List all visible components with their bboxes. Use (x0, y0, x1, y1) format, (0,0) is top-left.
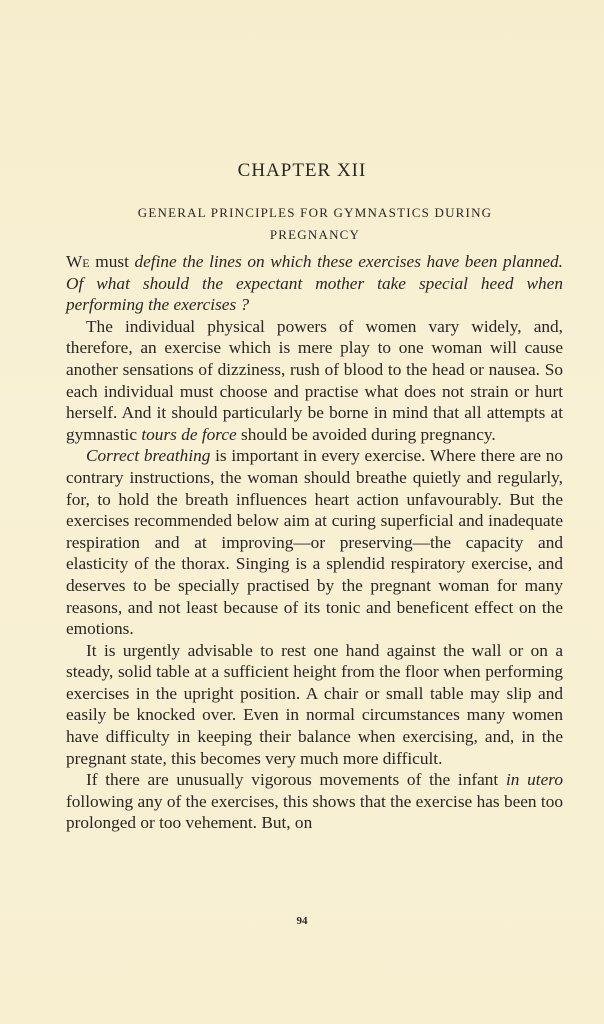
italic-phrase: Correct breathing (86, 446, 211, 466)
italic-phrase: in utero (505, 770, 563, 790)
italic-phrase: tours de force (141, 424, 237, 444)
paragraph-text: following any of the exercises, this shows that the exercise has been too prolonged or too vehement. But, on (66, 791, 563, 833)
drop-word: We (66, 252, 90, 271)
paragraph-text: It is urgently advisable to rest one hand against the wall or on a steady, solid table at a sufficient height from the floor when performing exercises in the upright position. A chair or small table may slip and easily be knocked over. Even in normal circumstances many women have difficulty in keeping their balance when exercising, and, in the pregnant state, this becomes very much more difficult. (66, 640, 563, 768)
chapter-title: CHAPTER XII (237, 160, 367, 181)
paragraph-text: is important in every exercise. Where there are no contrary instructions, the woman should breathe quietly and regularly, for, to hold the breath influences heart action unfavourably. But the exercises recommended below aim at curing superficial and inadequate respiration and at improving—or preserving—the capacity and elasticity of the thorax. Singing is a splendid respiratory exercise, and deserves to be specially practised by the pregnant woman for many reasons, and not least because of its tonic and beneficent effect on the emotions. (66, 446, 563, 639)
intro-italic-text: define the lines on which these exercises have been planned. Of what should the expectant mother take special heed when performing the exercises ? (66, 252, 563, 315)
page-number: 94 (296, 915, 308, 927)
paragraph-rest-hand (66, 640, 563, 770)
paragraph-text: should be avoided during pregnancy. (236, 424, 496, 444)
paragraph-intro (66, 251, 563, 316)
paragraph-vigorous-movements (66, 769, 563, 834)
chapter-heading: GENERAL PRINCIPLES FOR GYMNASTICS DURING PREGNANCY (137, 205, 493, 242)
intro-text: must (89, 252, 135, 271)
paragraph-individual-powers (66, 316, 563, 446)
body-text (66, 251, 563, 834)
paragraph-correct-breathing (66, 445, 563, 639)
paragraph-text: If there are unusually vigorous movements of the infant (86, 770, 506, 790)
paragraph-text: The individual physical powers of women vary widely, and, therefore, an exercise which is mere play to one woman will cause another sensations of dizziness, rush of blood to the head or nausea. So each individual must choose and practise what does not strain or hurt herself. And it should particularly be borne in mind that all attempts at gymnastic (66, 316, 563, 444)
